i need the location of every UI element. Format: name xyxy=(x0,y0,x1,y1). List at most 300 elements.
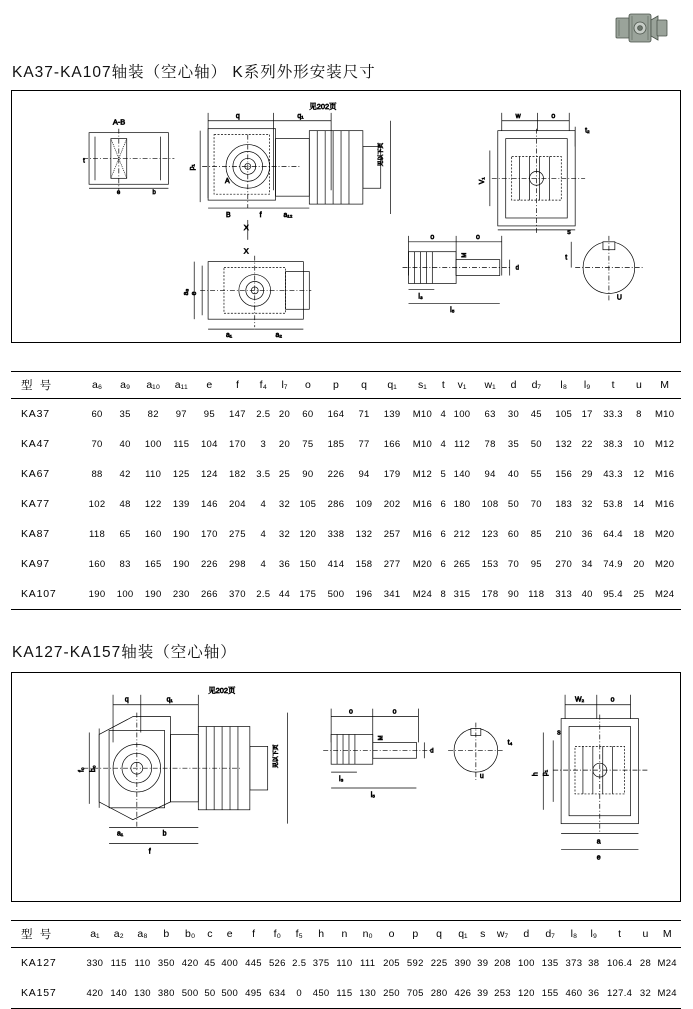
value-cell: 153 xyxy=(481,558,499,570)
value-cell: 20 xyxy=(278,438,291,450)
value-cell: 130 xyxy=(134,987,151,999)
value-cell: 298 xyxy=(229,558,246,570)
value-cell: 380 xyxy=(157,987,175,999)
value-cell: 426 xyxy=(454,987,472,999)
value-cell: 63 xyxy=(484,408,496,420)
svg-text:l₃: l₃ xyxy=(418,293,423,301)
col-header: l₉ xyxy=(590,928,597,940)
col-header: l₉ xyxy=(583,379,591,391)
value-cell: 36 xyxy=(278,558,291,570)
value-cell: 30 xyxy=(507,408,520,420)
value-cell: 370 xyxy=(229,588,246,600)
table-row xyxy=(11,948,681,979)
value-cell: 226 xyxy=(200,558,218,570)
value-cell: 139 xyxy=(383,408,401,420)
col-header: l₇ xyxy=(281,379,288,391)
value-cell: 90 xyxy=(302,468,314,480)
value-cell: 5 xyxy=(440,468,447,480)
technical-drawing-1 xyxy=(11,90,681,343)
svg-text:o: o xyxy=(430,233,435,241)
value-cell: 165 xyxy=(144,558,162,570)
col-header: b xyxy=(163,928,170,940)
value-cell: M24 xyxy=(657,957,677,969)
value-cell: 341 xyxy=(383,588,401,600)
svg-text:o: o xyxy=(610,696,615,704)
value-cell: 77 xyxy=(358,438,370,450)
value-cell: 104 xyxy=(200,438,218,450)
value-cell: 100 xyxy=(517,957,535,969)
value-cell: 118 xyxy=(89,528,106,540)
value-cell: 420 xyxy=(181,957,199,969)
col-header: a₈ xyxy=(137,928,148,940)
value-cell: 48 xyxy=(119,498,131,510)
value-cell: 110 xyxy=(336,957,353,969)
svg-text:s: s xyxy=(567,228,571,236)
col-header: u xyxy=(642,928,649,940)
value-cell: M12 xyxy=(654,438,675,450)
svg-text:W₂: W₂ xyxy=(574,696,585,704)
col-header: f xyxy=(235,379,239,391)
value-cell: 20 xyxy=(278,408,291,420)
value-cell: 182 xyxy=(229,468,246,480)
value-cell: 127.4 xyxy=(606,987,633,999)
value-cell: 90 xyxy=(507,588,520,600)
value-cell: 109 xyxy=(355,498,373,510)
value-cell: 60 xyxy=(91,408,103,420)
value-cell: 115 xyxy=(336,987,353,999)
col-header: w₇ xyxy=(496,928,509,940)
value-cell: M12 xyxy=(412,468,433,480)
model-cell: KA37 xyxy=(21,408,50,420)
value-cell: 6 xyxy=(440,558,447,570)
col-header: a₆ xyxy=(92,379,103,391)
svg-text:a₂: a₂ xyxy=(275,332,283,340)
value-cell: 147 xyxy=(229,408,246,420)
value-cell: 4 xyxy=(440,408,447,420)
value-cell: 634 xyxy=(268,987,286,999)
value-cell: 29 xyxy=(581,468,593,480)
col-header: d xyxy=(523,928,530,940)
value-cell: 400 xyxy=(221,957,239,969)
value-cell: 123 xyxy=(481,528,499,540)
value-cell: 210 xyxy=(555,528,573,540)
value-cell: 183 xyxy=(555,498,573,510)
value-cell: 120 xyxy=(299,528,317,540)
value-cell: 500 xyxy=(327,588,345,600)
svg-text:b₀: b₀ xyxy=(90,765,98,773)
value-cell: 22 xyxy=(581,438,593,450)
value-cell: 373 xyxy=(565,957,583,969)
value-cell: 8 xyxy=(636,408,642,420)
col-header: s₁ xyxy=(417,379,427,391)
value-cell: 390 xyxy=(454,957,472,969)
value-cell: 53.8 xyxy=(603,498,623,510)
col-header: s xyxy=(480,928,486,940)
svg-text:f₀: f₀ xyxy=(78,767,86,773)
value-cell: 40 xyxy=(119,438,131,450)
col-header: n₀ xyxy=(362,928,373,940)
value-cell: 120 xyxy=(517,987,535,999)
value-cell: 78 xyxy=(484,438,496,450)
table-row xyxy=(11,459,681,489)
col-header: q₁ xyxy=(387,379,397,391)
col-header: l₈ xyxy=(560,379,568,391)
svg-text:l₅: l₅ xyxy=(370,791,376,799)
value-cell: 44 xyxy=(278,588,291,600)
svg-text:u: u xyxy=(479,773,484,781)
value-cell: 265 xyxy=(453,558,471,570)
value-cell: 12 xyxy=(633,468,645,480)
value-cell: 2.5 xyxy=(256,588,271,600)
svg-text:t: t xyxy=(565,254,568,262)
value-cell: 3.5 xyxy=(256,468,271,480)
table-row xyxy=(11,489,681,519)
value-cell: 35 xyxy=(119,408,131,420)
col-header: a₁₁ xyxy=(174,379,188,391)
col-header: c xyxy=(207,928,213,940)
value-cell: 32 xyxy=(639,987,652,999)
value-cell: 39 xyxy=(477,957,489,969)
svg-text:q: q xyxy=(235,112,240,120)
value-cell: 705 xyxy=(406,987,424,999)
value-cell: 32 xyxy=(278,498,291,510)
value-cell: 132 xyxy=(355,528,373,540)
value-cell: M24 xyxy=(657,987,677,999)
value-cell: 83 xyxy=(119,558,131,570)
value-cell: 250 xyxy=(383,987,400,999)
value-cell: 32 xyxy=(581,498,593,510)
value-cell: 32 xyxy=(278,528,291,540)
value-cell: 140 xyxy=(453,468,471,480)
svg-text:e: e xyxy=(596,854,601,862)
value-cell: M20 xyxy=(412,558,433,570)
value-cell: 226 xyxy=(327,468,345,480)
svg-text:M: M xyxy=(378,735,385,741)
svg-text:t₄: t₄ xyxy=(507,739,513,747)
col-header: f₀ xyxy=(273,928,281,940)
value-cell: 97 xyxy=(175,408,187,420)
value-cell: 204 xyxy=(229,498,246,510)
col-header: M xyxy=(660,379,669,391)
value-cell: 36 xyxy=(588,987,600,999)
col-header: e xyxy=(226,928,233,940)
value-cell: 225 xyxy=(430,957,448,969)
svg-text:w: w xyxy=(515,112,521,120)
value-cell: 170 xyxy=(229,438,246,450)
value-cell: M10 xyxy=(654,408,675,420)
value-cell: 450 xyxy=(312,987,330,999)
value-cell: 202 xyxy=(383,498,401,510)
value-cell: 178 xyxy=(481,588,499,600)
value-cell: 275 xyxy=(229,528,246,540)
col-header: e xyxy=(206,379,213,391)
value-cell: 160 xyxy=(144,528,162,540)
model-cell: KA157 xyxy=(21,987,57,999)
table-row xyxy=(11,519,681,549)
value-cell: M24 xyxy=(412,588,433,600)
value-cell: 286 xyxy=(327,498,345,510)
value-cell: 43.3 xyxy=(603,468,623,480)
value-cell: 132 xyxy=(555,438,573,450)
value-cell: 105 xyxy=(555,408,573,420)
col-header: w₁ xyxy=(484,379,496,391)
svg-text:b: b xyxy=(152,190,156,197)
value-cell: 500 xyxy=(181,987,199,999)
value-cell: 0 xyxy=(296,987,303,999)
value-cell: 17 xyxy=(581,408,593,420)
value-cell: 270 xyxy=(555,558,573,570)
svg-text:B: B xyxy=(225,211,231,219)
value-cell: 350 xyxy=(157,957,175,969)
value-cell: M24 xyxy=(654,588,675,600)
col-header: p xyxy=(412,928,419,940)
svg-text:l₃: l₃ xyxy=(339,776,344,784)
value-cell: M16 xyxy=(654,468,675,480)
value-cell: 257 xyxy=(383,528,401,540)
value-cell: 146 xyxy=(200,498,218,510)
section-title-1: KA37-KA107轴装（空心轴） K系列外形安装尺寸 xyxy=(12,64,376,81)
svg-text:a₃: a₃ xyxy=(183,288,191,296)
value-cell: 160 xyxy=(88,558,106,570)
svg-text:f: f xyxy=(148,848,151,856)
value-cell: 156 xyxy=(555,468,573,480)
svg-text:见以下页: 见以下页 xyxy=(273,744,280,769)
value-cell: 150 xyxy=(299,558,317,570)
svg-text:q₁: q₁ xyxy=(166,696,173,704)
value-cell: 208 xyxy=(494,957,511,969)
dimension-table-1 xyxy=(11,371,681,610)
svg-text:p₁: p₁ xyxy=(542,769,550,777)
value-cell: 25 xyxy=(633,588,645,600)
value-cell: 100 xyxy=(144,438,162,450)
value-cell: 185 xyxy=(327,438,345,450)
svg-text:o: o xyxy=(551,112,556,120)
svg-text:A: A xyxy=(224,178,230,186)
value-cell: 338 xyxy=(327,528,345,540)
value-cell: 28 xyxy=(639,957,652,969)
value-cell: 110 xyxy=(134,957,151,969)
value-cell: 166 xyxy=(383,438,401,450)
svg-text:p₁: p₁ xyxy=(189,164,197,171)
value-cell: 495 xyxy=(245,987,262,999)
value-cell: 4 xyxy=(260,498,267,510)
col-header: u xyxy=(635,379,642,391)
value-cell: 105 xyxy=(299,498,317,510)
value-cell: M20 xyxy=(654,558,675,570)
col-header: f xyxy=(252,928,255,940)
value-cell: 196 xyxy=(355,588,373,600)
value-cell: 75 xyxy=(302,438,314,450)
table-row xyxy=(11,429,681,459)
value-cell: M16 xyxy=(412,498,433,510)
svg-text:d: d xyxy=(430,748,434,755)
model-cell: KA107 xyxy=(21,588,57,600)
model-cell: KA67 xyxy=(21,468,50,480)
value-cell: 315 xyxy=(453,588,471,600)
value-cell: 20 xyxy=(633,558,645,570)
value-cell: 2.5 xyxy=(292,957,307,969)
col-header: v₁ xyxy=(457,379,467,391)
col-header: q xyxy=(361,379,367,391)
col-header: p xyxy=(333,379,339,391)
value-cell: 95.4 xyxy=(603,588,623,600)
value-cell: 230 xyxy=(172,588,190,600)
col-header: d xyxy=(510,379,517,391)
value-cell: 71 xyxy=(358,408,370,420)
section-title-2: KA127-KA157轴装（空心轴） xyxy=(12,644,237,661)
svg-text:f: f xyxy=(259,211,262,219)
svg-text:见202页: 见202页 xyxy=(309,101,337,111)
value-cell: 180 xyxy=(453,498,471,510)
value-cell: 95 xyxy=(203,408,215,420)
value-cell: 35 xyxy=(507,438,520,450)
value-cell: 74.9 xyxy=(603,558,623,570)
value-cell: 190 xyxy=(172,528,190,540)
value-cell: 50 xyxy=(204,987,216,999)
value-cell: 6 xyxy=(440,498,447,510)
value-cell: M10 xyxy=(412,438,433,450)
value-cell: 4 xyxy=(260,528,267,540)
value-cell: 36 xyxy=(581,528,593,540)
value-cell: 45 xyxy=(204,957,216,969)
value-cell: 14 xyxy=(633,498,645,510)
value-cell: 375 xyxy=(312,957,330,969)
value-cell: 88 xyxy=(91,468,103,480)
value-cell: 45 xyxy=(530,408,542,420)
col-header: q xyxy=(436,928,442,940)
svg-text:见202页: 见202页 xyxy=(208,685,236,695)
value-cell: 414 xyxy=(327,558,345,570)
value-cell: 140 xyxy=(110,987,128,999)
value-cell: 95 xyxy=(530,558,542,570)
svg-text:a₁: a₁ xyxy=(225,332,233,340)
dimension-table-2 xyxy=(11,920,681,1009)
value-cell: 445 xyxy=(245,957,262,969)
value-cell: 39 xyxy=(477,987,489,999)
col-header: q₁ xyxy=(458,928,468,940)
value-cell: 94 xyxy=(484,468,496,480)
value-cell: 130 xyxy=(359,987,377,999)
value-cell: 4 xyxy=(260,558,267,570)
svg-text:o: o xyxy=(392,708,397,716)
value-cell: 277 xyxy=(383,558,401,570)
value-cell: 70 xyxy=(91,438,103,450)
table-row xyxy=(11,399,681,430)
model-cell: KA127 xyxy=(21,957,57,969)
value-cell: 111 xyxy=(360,957,376,969)
value-cell: 125 xyxy=(172,468,190,480)
value-cell: 212 xyxy=(453,528,471,540)
col-header: o xyxy=(304,379,311,391)
value-cell: 115 xyxy=(173,438,190,450)
col-header: t xyxy=(618,928,622,940)
value-cell: 164 xyxy=(327,408,345,420)
svg-text:a: a xyxy=(596,838,601,846)
value-cell: M10 xyxy=(412,408,433,420)
model-cell: KA87 xyxy=(21,528,50,540)
value-cell: 115 xyxy=(110,957,127,969)
value-cell: M16 xyxy=(654,498,675,510)
value-cell: 8 xyxy=(440,588,447,600)
value-cell: 60 xyxy=(302,408,314,420)
value-cell: 33.3 xyxy=(603,408,623,420)
value-cell: 175 xyxy=(299,588,317,600)
table-row xyxy=(11,549,681,579)
value-cell: 50 xyxy=(507,498,520,510)
svg-text:U: U xyxy=(616,294,622,302)
col-header: f₅ xyxy=(295,928,303,940)
value-cell: 2.5 xyxy=(256,408,271,420)
col-header: n xyxy=(341,928,348,940)
svg-text:M: M xyxy=(462,252,469,258)
col-header: d₇ xyxy=(531,379,542,391)
col-header: a₁₀ xyxy=(146,379,161,391)
value-cell: 170 xyxy=(200,528,218,540)
table-row xyxy=(11,579,681,610)
value-cell: 3 xyxy=(260,438,267,450)
value-cell: 42 xyxy=(119,468,131,480)
value-cell: 139 xyxy=(172,498,190,510)
table-header-row xyxy=(11,372,681,399)
table-header-row xyxy=(11,921,681,948)
svg-text:t: t xyxy=(83,158,85,165)
col-header: t xyxy=(441,379,445,391)
value-cell: M16 xyxy=(412,528,433,540)
col-header: h xyxy=(318,928,325,940)
value-cell: 592 xyxy=(406,957,424,969)
svg-text:X: X xyxy=(243,222,249,232)
col-header: a₂ xyxy=(113,928,124,940)
col-header: f₄ xyxy=(259,379,267,391)
value-cell: 106.4 xyxy=(606,957,633,969)
value-cell: 190 xyxy=(172,558,190,570)
svg-text:a₁: a₁ xyxy=(117,830,124,838)
value-cell: 38.3 xyxy=(603,438,623,450)
svg-text:V₁: V₁ xyxy=(478,177,486,185)
value-cell: 34 xyxy=(581,558,593,570)
col-header: o xyxy=(388,928,395,940)
value-cell: 313 xyxy=(555,588,573,600)
col-header: 型 号 xyxy=(21,929,54,941)
value-cell: 38 xyxy=(588,957,600,969)
value-cell: 253 xyxy=(494,987,511,999)
value-cell: 18 xyxy=(633,528,645,540)
col-header: l₈ xyxy=(570,928,578,940)
value-cell: 135 xyxy=(541,957,559,969)
svg-text:o: o xyxy=(475,233,480,241)
col-header: b₀ xyxy=(184,928,196,940)
value-cell: 40 xyxy=(581,588,593,600)
value-cell: 420 xyxy=(86,987,104,999)
value-cell: 205 xyxy=(383,957,400,969)
svg-text:d: d xyxy=(515,265,519,272)
svg-text:q: q xyxy=(124,696,129,704)
value-cell: 526 xyxy=(268,957,286,969)
svg-text:l₅: l₅ xyxy=(450,307,455,315)
value-cell: 100 xyxy=(116,588,134,600)
svg-text:见以下页: 见以下页 xyxy=(378,142,385,167)
value-cell: 6 xyxy=(440,528,447,540)
value-cell: 55 xyxy=(530,468,542,480)
col-header: 型 号 xyxy=(21,380,54,392)
value-cell: 266 xyxy=(200,588,218,600)
value-cell: 155 xyxy=(541,987,559,999)
svg-text:t₂: t₂ xyxy=(585,127,590,135)
col-header: a₁ xyxy=(90,928,100,940)
value-cell: 25 xyxy=(278,468,291,480)
value-cell: 179 xyxy=(383,468,401,480)
svg-text:q₁: q₁ xyxy=(297,112,304,120)
